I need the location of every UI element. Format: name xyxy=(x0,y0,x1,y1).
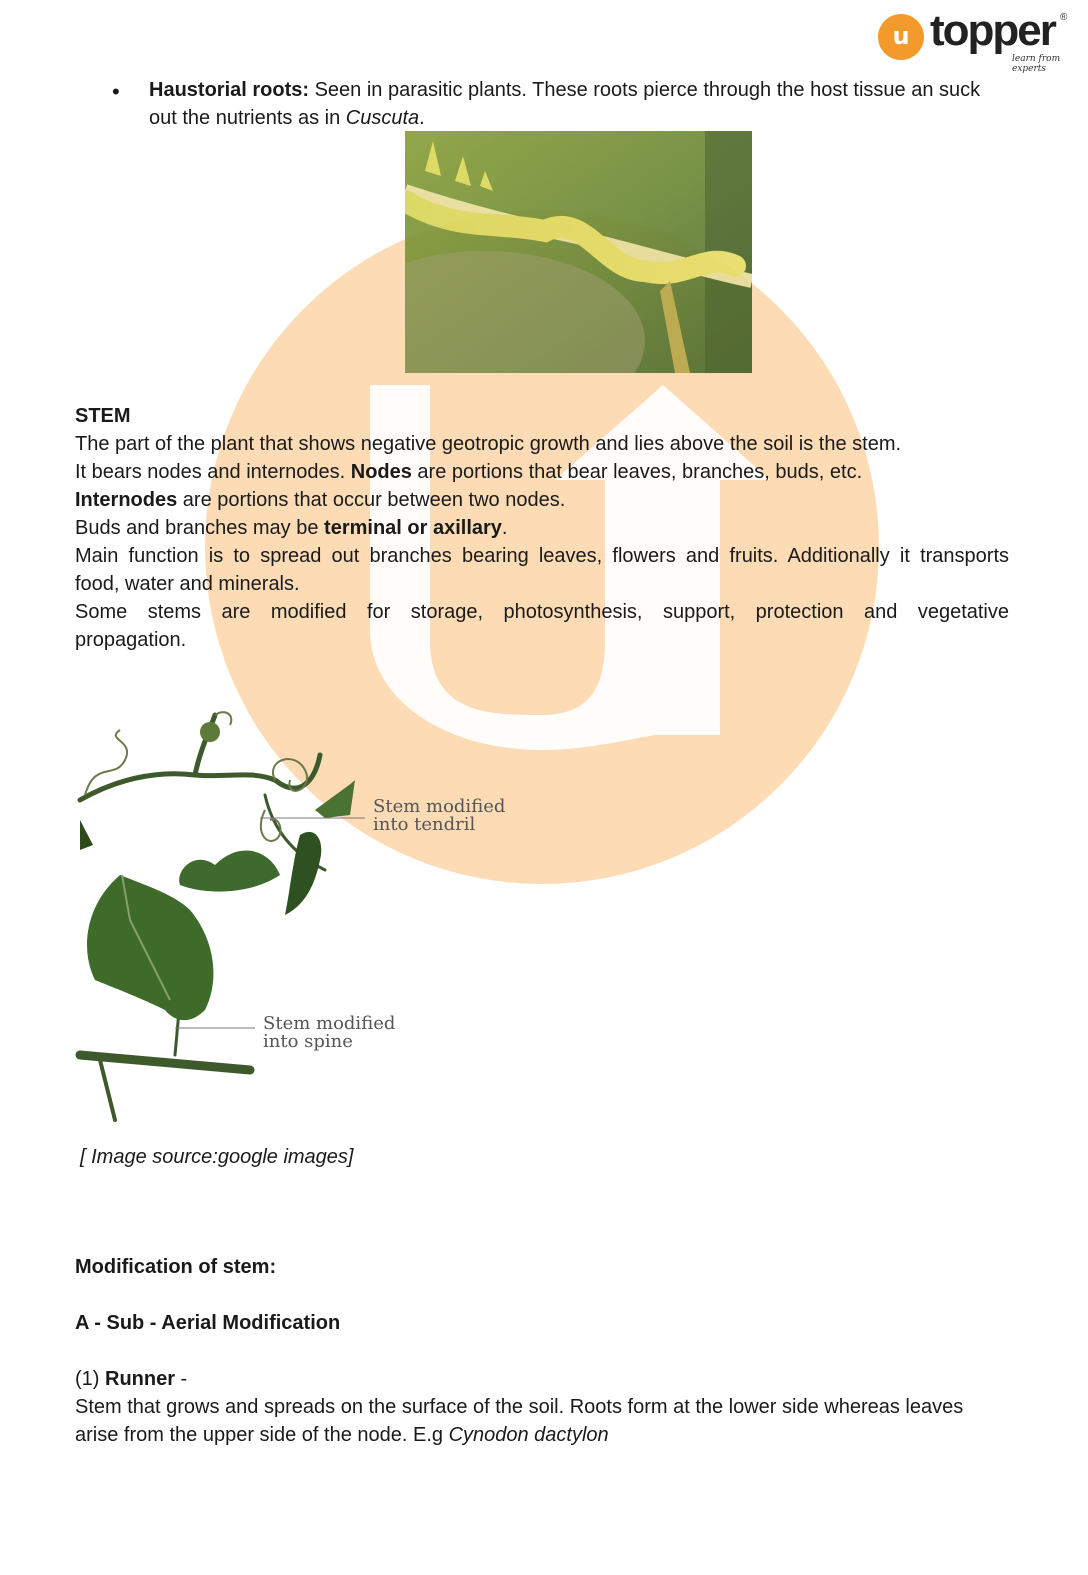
stem-heading: STEM xyxy=(75,405,131,427)
topper-logo xyxy=(878,6,1073,74)
stem-paragraph-2: It bears nodes and internodes. Nodes are portions that bear leaves, branches, buds, etc. xyxy=(75,461,863,483)
bullet-dot: • xyxy=(112,79,120,104)
stem-paragraph-5-line-2: food, water and minerals. xyxy=(75,573,300,595)
haustorial-line-1: Haustorial roots: Seen in parasitic plants. These roots pierce through the host tissue an suck xyxy=(149,79,981,101)
runner-line-1: Stem that grows and spreads on the surface of the soil. Roots form at the lower side whereas leaves xyxy=(75,1396,964,1418)
stem-paragraph-4: Buds and branches may be terminal or axillary. xyxy=(75,517,508,539)
stem-paragraph-6-line-2: propagation. xyxy=(75,629,187,651)
registered-mark: ® xyxy=(1060,12,1068,23)
runner-heading: (1) Runner - xyxy=(75,1368,188,1390)
logo-u-icon: u xyxy=(878,14,924,60)
modification-heading: Modification of stem: xyxy=(75,1256,277,1278)
tendril-label-line-2: into tendril xyxy=(373,814,476,835)
logo-wordmark: topper xyxy=(930,6,1055,55)
image-source-caption: [ Image source:google images] xyxy=(80,1146,354,1168)
spine-label-line-2: into spine xyxy=(263,1031,353,1052)
haustorial-line-2: out the nutrients as in Cuscuta. xyxy=(149,107,425,129)
tendril-label-line-1: Stem modified xyxy=(373,796,506,817)
sub-aerial-heading: A - Sub - Aerial Modification xyxy=(75,1312,341,1334)
stem-paragraph-1: The part of the plant that shows negative geotropic growth and lies above the soil is the stem. xyxy=(75,433,902,455)
stem-paragraph-6-line-1: Some stems are modified for storage, photosynthesis, support, protection and vegetative xyxy=(75,601,1009,623)
stem-paragraph-3: Internodes are portions that occur between two nodes. xyxy=(75,489,566,511)
stem-paragraph-5-line-1: Main function is to spread out branches bearing leaves, flowers and fruits. Additionally it transports xyxy=(75,545,1009,567)
spine-label-line-1: Stem modified xyxy=(263,1013,396,1034)
runner-line-2: arise from the upper side of the node. E.g Cynodon dactylon xyxy=(75,1424,609,1446)
logo-tagline: learn from experts xyxy=(1012,54,1061,74)
